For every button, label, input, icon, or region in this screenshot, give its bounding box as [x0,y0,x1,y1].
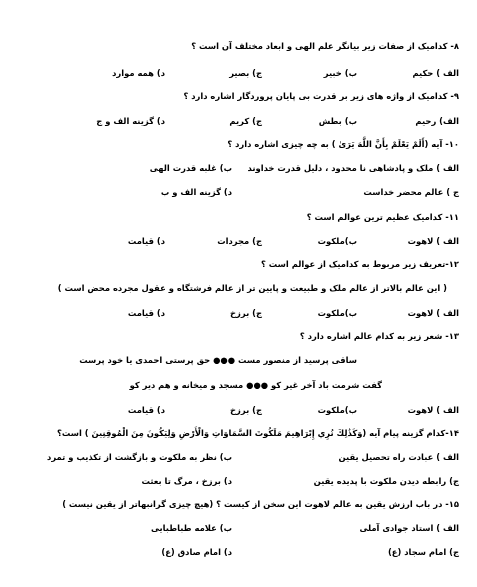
question-8: ۸- کدامیک از صفات زیر بیانگر علم الهی و ابعاد مختلف آن است ؟ [191,41,459,51]
q15-option-b[interactable]: ب) علامه طباطبایی [151,523,232,533]
question-14: ۱۴-کدام گزینه پیام آیه (وَكَذَٰلِكَ نُرِي إِبْرَاهِيمَ مَلَكُوتَ السَّمَاوَاتِ وَالْأَرْضِ وَلِيَكُونَ مِنَ الْمُوقِنِينَ ) است؟ [56,428,459,438]
q12-definition: ( این عالم بالاتر از عالم ملک و طبیعت و پایین تر از عالم فرشتگاه و عقول مجرده محض است ) [57,283,447,293]
q9-option-d[interactable]: د) گزینه الف و ج [96,116,165,126]
q15-option-c[interactable]: ج) امام سجاد (ع) [387,547,459,557]
question-12: ۱۲-تعریف زیر مربوط به کدامیک از عوالم است ؟ [261,259,459,269]
question-15: ۱۵- در باب ارزش یقین به عالم لاهوت این سخن از کیست ؟ (هیچ چیزی گرانبهاتر از یقین نیست ) [62,499,459,509]
question-10: ۱۰- آیه (أَلَمْ يَعْلَمْ بِأَنَّ اللَّهَ يَرَىٰ ) به چه چیزی اشاره دارد ؟ [227,139,459,149]
q8-option-a[interactable]: الف ) حکیم [412,68,459,78]
q9-option-b[interactable]: ب) بطش [318,116,357,126]
q11-option-b[interactable]: ب)ملکوت [317,236,357,246]
q12-option-a[interactable]: الف ) لاهوت [407,308,459,318]
q11-option-a[interactable]: الف ) لاهوت [407,236,459,246]
q13-option-b[interactable]: ب)ملکوت [317,405,357,415]
question-9: ۹- کدامیک از واژه های زیر بر قدرت بی پایان پروردگار اشاره دارد ؟ [183,91,459,101]
question-11: ۱۱- کدامیک عظیم ترین عوالم است ؟ [306,212,459,222]
q11-option-c[interactable]: ج) مجردات [217,236,262,246]
q13-option-a[interactable]: الف ) لاهوت [407,405,459,415]
q8-option-d[interactable]: د) همه موارد [112,68,165,78]
q13-verse-2: گفت شرمت باد آخر غیر کو ●●● مسجد و میخانه و هم دیر کو [129,380,382,390]
q12-option-c[interactable]: ج) برزخ [230,308,262,318]
q8-option-c[interactable]: ج) بصیر [229,68,262,78]
q13-verse-1: ساقی پرسید از منصور مست ●●● حق پرستی احمدی یا خود پرست [79,355,357,365]
q10-option-a[interactable]: الف ) ملک و پادشاهی نا محدود ، دلیل قدرت خداوند [247,163,459,173]
q14-option-d[interactable]: د) برزخ ، مرگ تا بعثت [141,476,232,486]
q10-option-c[interactable]: ج ) عالم محضر خداست [363,187,459,197]
q15-option-a[interactable]: الف ) استاد جوادی آملی [359,523,459,533]
q12-option-b[interactable]: ب)ملکوت [317,308,357,318]
q13-option-d[interactable]: د) قیامت [127,405,165,415]
q14-option-a[interactable]: الف ) عبادت راه تحصیل یقین [338,452,459,462]
q11-option-d[interactable]: د) قیامت [127,236,165,246]
q13-option-c[interactable]: ج) برزخ [230,405,262,415]
q10-option-d[interactable]: د) گزینه الف و ب [160,187,232,197]
q14-option-b[interactable]: ب) نظر به ملکوت و بازگشت از تکذیب و تمرد [47,452,232,462]
q15-option-d[interactable]: د) امام صادق (ع) [161,547,232,557]
q12-option-d[interactable]: د) قیامت [127,308,165,318]
q9-option-a[interactable]: الف) رحیم [415,116,459,126]
q10-option-b[interactable]: ب) غلبه قدرت الهی [149,163,232,173]
q9-option-c[interactable]: ج) کریم [229,116,262,126]
question-13: ۱۳- شعر زیر به کدام عالم اشاره دارد ؟ [299,331,459,341]
q14-option-c[interactable]: ج) رابطه دیدن ملکوت با پدیده یقین [313,476,459,486]
q8-option-b[interactable]: ب) خبیر [323,68,357,78]
